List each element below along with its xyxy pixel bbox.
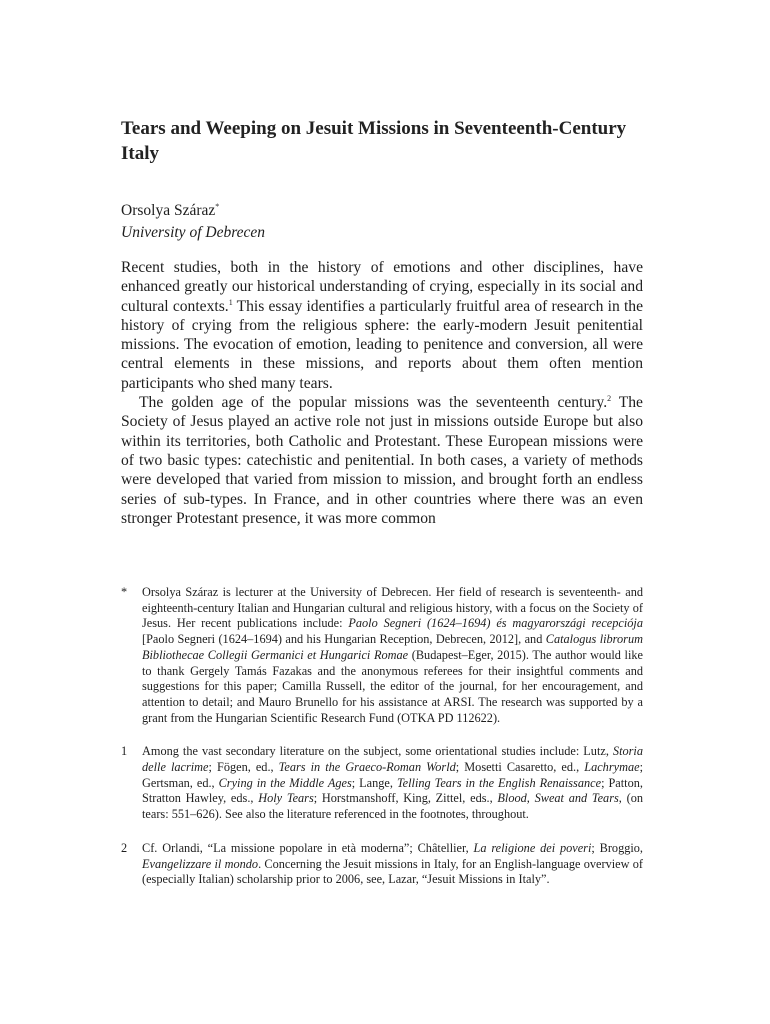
paragraph-text: The golden age of the popular missions was the seventeenth century. bbox=[139, 394, 608, 412]
paragraph-2 bbox=[121, 393, 643, 528]
footnote-text: ; Horstmanshoff, King, Zittel, eds., bbox=[313, 791, 498, 806]
footnote-title: Telling Tears in the English Renaissance bbox=[396, 775, 602, 790]
author-affiliation: University of Debrecen bbox=[121, 224, 266, 241]
paragraph-text: This essay identifies a particularly fruitful area of research in the history of crying from the religious sphere: the early-modern Jesuit penitential missions. The evocation of emotion, leading to penitence and conversion, all were central elements in these missions, and reports about them often mention participants who shed many tears. bbox=[121, 297, 644, 392]
footnote-ref-1[interactable]: 1 bbox=[228, 297, 233, 307]
author-line bbox=[121, 200, 641, 222]
footnote-title: La religione dei poveri bbox=[473, 840, 592, 855]
footnote-author bbox=[121, 585, 643, 726]
footnote-text: , (on tears: 551–626). See also the literature referenced in the footnotes, throughout. bbox=[142, 791, 643, 822]
footnote-text: ; Broggio, bbox=[591, 840, 644, 855]
footnote-title: Catalogus librorum Bibliothecae Collegii Germanici et Hungarici Romae bbox=[142, 632, 643, 662]
footnote-title: Storia delle lacrime bbox=[142, 744, 643, 775]
footnote-text: Cf. Orlandi, “La missione popolare in età moderna”; Châtellier, bbox=[142, 840, 474, 855]
footnote-title: Lachrymae bbox=[584, 760, 640, 775]
footnote-text: [Paolo Segneri (1624–1694) and his Hungarian Reception, Debrecen, 2012], and bbox=[142, 632, 546, 647]
footnote-title: Tears in the Graeco-Roman World bbox=[278, 760, 456, 775]
footnote-text: ; Lange, bbox=[351, 775, 397, 790]
footnote-mark: 2 bbox=[121, 840, 128, 855]
footnote-title: Holy Tears bbox=[258, 791, 314, 806]
paragraph-text: The Society of Jesus played an active role not just in missions outside Europe but also within its territories, both Catholic and Protestant. These European missions were of two basic types: catechistic and penitential. In both cases, a variety of methods were developed that varied from mission to mission, and brought forth an endless series of sub-types. In France, and in other countries where there was an even stronger Protestant presence, it was more common bbox=[121, 394, 643, 527]
footnote-text: ; Patton, Stratton Hawley, eds., bbox=[142, 775, 643, 806]
footnote-mark: 1 bbox=[121, 744, 128, 759]
paragraph-text: Recent studies, both in the history of emotions and other disciplines, have enhanced greatly our historical understanding of crying, especially in its social and cultural contexts. bbox=[121, 259, 643, 315]
footnote-mark: * bbox=[121, 585, 128, 599]
footnote-text: (Budapest–Eger, 2015). The author would like to thank Gergely Tamás Fazakas and the anonymous referees for their insightful comments and suggestions for this paper; Camilla Russell, the editor of the journal, for her encouragement, and attention to detail; and Mauro Brunello for his assistance at ARSI. The research was supported by a grant from the Hungarian Scientific Research Fund (OTKA PD 112622). bbox=[142, 647, 643, 725]
footnote-title: Blood, Sweat and Tears bbox=[497, 791, 619, 806]
footnote-text: Orsolya Száraz is lecturer at the University of Debrecen. Her field of research is seventeenth- and eighteenth-century Italian and Hungarian cultural and religious history, with a focus on the Society of Jesus. Her recent publications include: bbox=[142, 585, 643, 631]
footnote-ref-2[interactable]: 2 bbox=[607, 393, 612, 403]
footnote-text: ; Mosetti Casaretto, ed., bbox=[455, 760, 585, 775]
footnotes bbox=[121, 585, 643, 906]
footnote-text: ; Gertsman, ed., bbox=[142, 760, 643, 790]
paragraph-1 bbox=[121, 258, 643, 393]
footnote-1 bbox=[121, 744, 643, 823]
author-name: Orsolya Száraz bbox=[121, 202, 216, 219]
footnote-title: Evangelizzare il mondo bbox=[142, 856, 259, 871]
author-footnote-mark[interactable]: * bbox=[215, 201, 220, 211]
footnote-text: . Concerning the Jesuit missions in Italy, for an English-language overview of (especially Italian) scholarship prior to 2006, see, Lazar, “Jesuit Missions in Italy”. bbox=[142, 856, 644, 887]
footnote-text: Among the vast secondary literature on the subject, some orientational studies include: Lutz, bbox=[142, 744, 613, 759]
footnote-2 bbox=[121, 841, 643, 888]
footnote-title: Crying in the Middle Ages bbox=[218, 775, 352, 790]
body-text bbox=[121, 258, 643, 528]
author-block bbox=[121, 200, 641, 244]
footnote-text: ; Fögen, ed., bbox=[208, 760, 279, 775]
article-title: Tears and Weeping on Jesuit Missions in Seventeenth-Century Italy bbox=[121, 118, 627, 164]
footnote-title: Paolo Segneri (1624–1694) és magyarországi recepciója bbox=[348, 616, 643, 631]
